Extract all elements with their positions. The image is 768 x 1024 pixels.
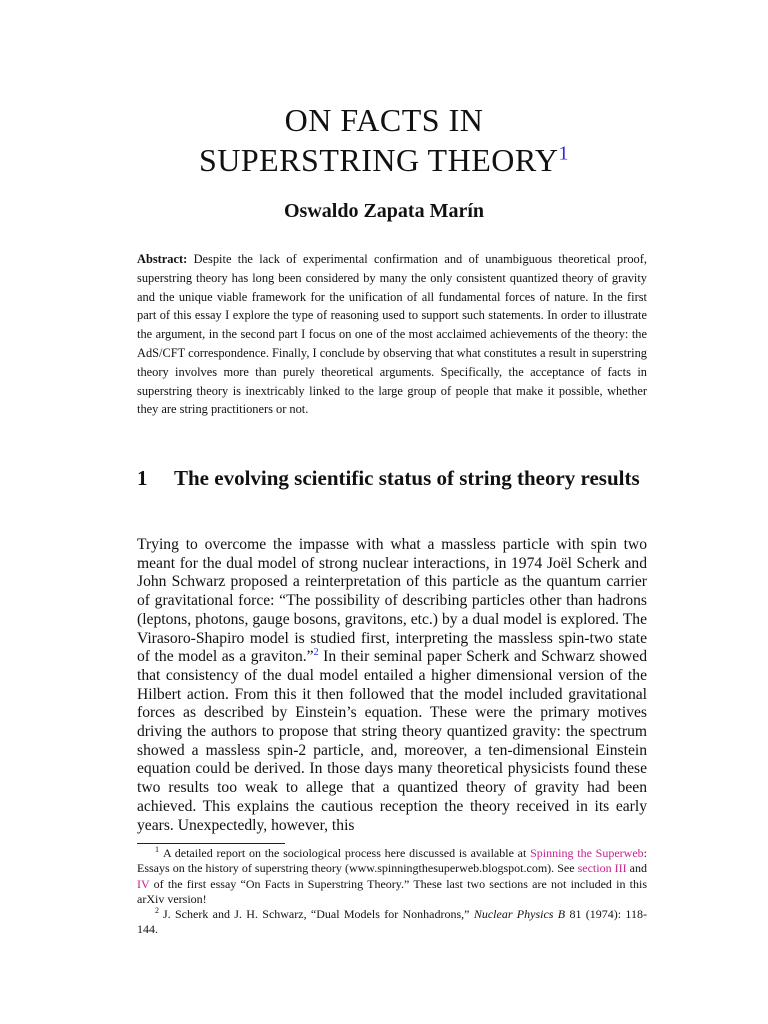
- section-iii-link[interactable]: section III: [577, 861, 627, 876]
- body-paragraph: [137, 536, 647, 835]
- abstract-label: Abstract:: [137, 252, 188, 266]
- title-footnote-mark[interactable]: 1: [558, 142, 570, 165]
- body-footnote-mark[interactable]: 2: [313, 647, 319, 659]
- footnote-1-text-a: A detailed report on the sociological process here discussed is available at: [163, 846, 531, 860]
- author-name: Oswaldo Zapata Marín: [283, 200, 485, 222]
- paper-title: [0, 100, 768, 180]
- footnote-2-text-b: 81 (1974): 118-144.: [137, 907, 647, 937]
- section-title: The evolving scientific status of string theory results: [174, 466, 640, 490]
- body-text-part-2: In their seminal paper Scherk and Schwarz showed that consistency of the dual model entailed a higher dimensional version of the Hilbert action. From this it then followed that the model included gravitational forces as described by Einstein’s equation. These were the primary motives driving the authors to propose that string theory quantized gravity: the spectrum showed a massless spin-2 particle, and, moreover, a ten-dimensional Einstein equation could be derived. In those days many theoretical physicists found these two results too weak to allege that a quantized theory of gravity had been achieved. This explains the cautious reception the theory received in its early years. Unexpectedly, however, this: [137, 648, 647, 834]
- section-heading: [137, 464, 657, 492]
- footnote-1-mark: 1: [155, 845, 159, 854]
- footnote-2: [137, 907, 647, 938]
- footnote-2-text-a: J. Scherk and J. H. Schwarz, “Dual Models for Nonhadrons,”: [163, 907, 474, 922]
- abstract: [137, 250, 647, 419]
- footnote-rule: [137, 843, 285, 844]
- spinning-superweb-link[interactable]: Spinning the Superweb: [530, 846, 644, 860]
- footnote-2-journal: Nuclear Physics B: [473, 907, 566, 922]
- footnote-2-mark: 2: [155, 906, 159, 916]
- footnote-1-text-c: and: [626, 861, 647, 876]
- footnote-1: [137, 846, 647, 907]
- title-line-1: ON FACTS IN: [284, 102, 484, 138]
- footnotes: [137, 846, 647, 938]
- footnote-1-text-b: : Essays on the history of superstring theory (www.spinningthesuperweb.blogspot.com). See: [137, 846, 647, 876]
- footnote-1-text-d: of the first essay “On Facts in Superstring Theory.” These last two sections are not included in this arXiv version!: [137, 876, 647, 906]
- abstract-text: Despite the lack of experimental confirmation and of unambiguous theoretical proof, superstring theory has long been considered by many the only consistent quantized theory of gravity and the unique viable framework for the unification of all fundamental forces of nature. In the first part of this essay I explore the type of reasoning used to support such statements. In order to illustrate the argument, in the second part I focus on one of the most acclaimed achievements of the theory: the AdS/CFT correspondence. Finally, I conclude by observing that what constitutes a result in superstring theory involves more than purely theoretical arguments. Specifically, the acceptance of facts in superstring theory is inextricably linked to the large group of people that make it possible, whether they are string practitioners or not.: [137, 252, 647, 417]
- section-iv-link[interactable]: IV: [137, 876, 150, 891]
- title-line-2: SUPERSTRING THEORY: [198, 142, 559, 178]
- body-text-part-1: Trying to overcome the impasse with what a massless particle with spin two meant for the dual model of strong nuclear interactions, in 1974 Joël Scherk and John Schwarz proposed a reinterpretation of this particle as the quantum carrier of gravitational force: “The possibility of describing particles other than hadrons (leptons, photons, gauge bosons, gravitons, etc.) by a dual model is explored. The Virasoro-Shapiro model is studied first, interpreting the massless spin-two state of the model as a graviton.”: [137, 536, 647, 666]
- section-number: 1: [137, 466, 148, 490]
